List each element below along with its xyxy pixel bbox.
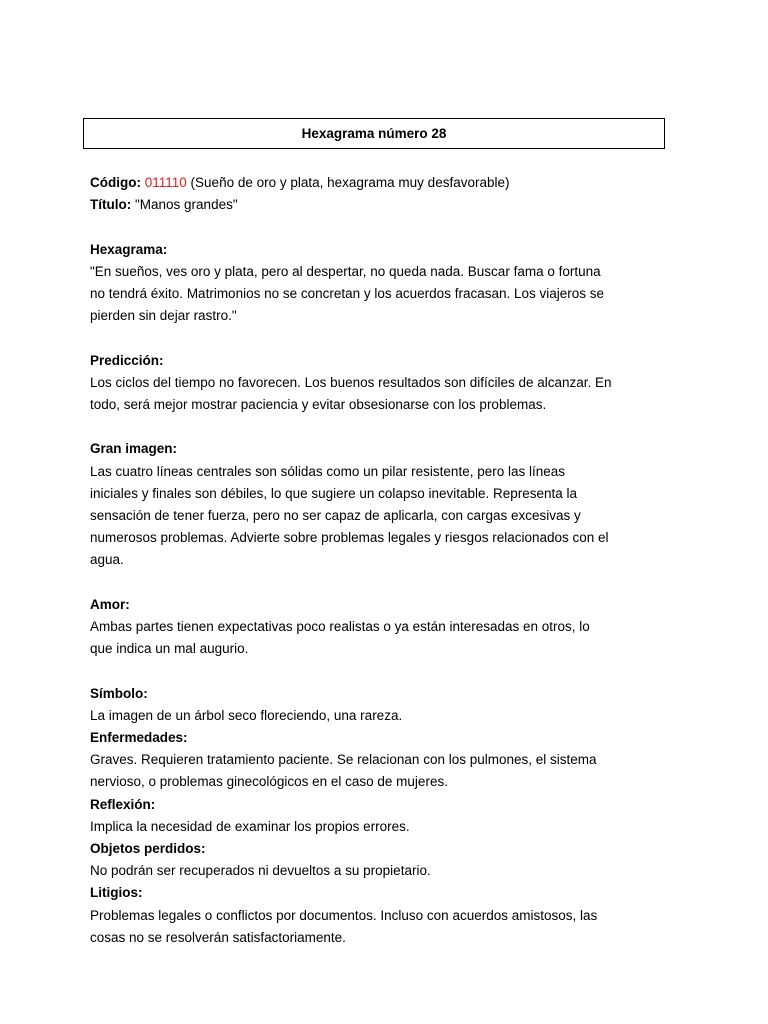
gran-imagen-text-line: numerosos problemas. Advierte sobre problemas legales y riesgos relacionados con el [90,530,609,546]
spacer [90,416,670,438]
litigios-text-line: cosas no se resolverán satisfactoriamente. [90,929,346,945]
titulo-label: Título: [90,197,132,213]
prediccion-text-line: todo, será mejor mostrar paciencia y evitar obsesionarse con los problemas. [90,397,547,412]
codigo-line [90,172,670,194]
reflexion-heading: Reflexión: [90,796,156,812]
hexagrama-text-line: "En sueños, ves oro y plata, pero al despertar, no queda nada. Buscar fama o fortuna [90,263,601,279]
document-body [90,172,670,949]
hexagrama-text-line: pierden sin dejar rastro." [90,308,237,324]
objetos-perdidos-text-line: No podrán ser recuperados ni devueltos a su propietario. [90,863,431,879]
titulo-value: "Manos grandes" [131,197,238,213]
gran-imagen-heading: Gran imagen: [90,441,178,457]
amor-text-line: que indica un mal augurio. [90,641,249,657]
reflexion-text-line: Implica la necesidad de examinar los propios errores. [90,818,410,834]
spacer [90,572,670,594]
titulo-line [90,194,670,216]
hexagrama-text-line: no tendrá éxito. Matrimonios no se concretan y los acuerdos fracasan. Los viajeros se [90,286,605,301]
amor-text-line: Ambas partes tienen expectativas poco realistas o ya están interesadas en otros, lo [90,619,590,634]
litigios-text-line: Problemas legales o conflictos por documentos. Incluso con acuerdos amistosos, las [90,907,598,923]
spacer [90,216,670,238]
prediccion-text-line: Los ciclos del tiempo no favorecen. Los buenos resultados son difíciles de alcanzar. En [90,374,612,390]
litigios-heading: Litigios: [90,885,143,901]
page-title: Hexagrama número 28 [301,126,447,141]
prediccion-heading: Predicción: [90,352,164,368]
hexagrama-heading: Hexagrama: [90,241,168,257]
codigo-value: 011110 [144,175,187,190]
codigo-label: Código: [90,175,141,190]
enfermedades-heading: Enfermedades: [90,730,188,745]
objetos-perdidos-heading: Objetos perdidos: [90,841,206,857]
gran-imagen-text-line: sensación de tener fuerza, pero no ser capaz de aplicarla, con cargas excesivas y [90,508,581,523]
gran-imagen-text-line: agua. [90,552,124,568]
enfermedades-text-line: nervioso, o problemas ginecológicos en el caso de mujeres. [90,774,448,790]
amor-heading: Amor: [90,596,130,612]
gran-imagen-text-line: iniciales y finales son débiles, lo que sugiere un colapso inevitable. Representa la [90,485,578,501]
spacer [90,327,670,349]
simbolo-text-line: La imagen de un árbol seco floreciendo, una rareza. [90,707,403,723]
codigo-description: (Sueño de oro y plata, hexagrama muy desfavorable) [186,175,510,190]
simbolo-heading: Símbolo: [90,685,148,701]
enfermedades-text-line: Graves. Requieren tratamiento paciente. Se relacionan con los pulmones, el sistema [90,752,597,768]
title-box [83,118,665,149]
spacer [90,660,670,682]
gran-imagen-text-line: Las cuatro líneas centrales son sólidas como un pilar resistente, pero las líneas [90,463,566,479]
